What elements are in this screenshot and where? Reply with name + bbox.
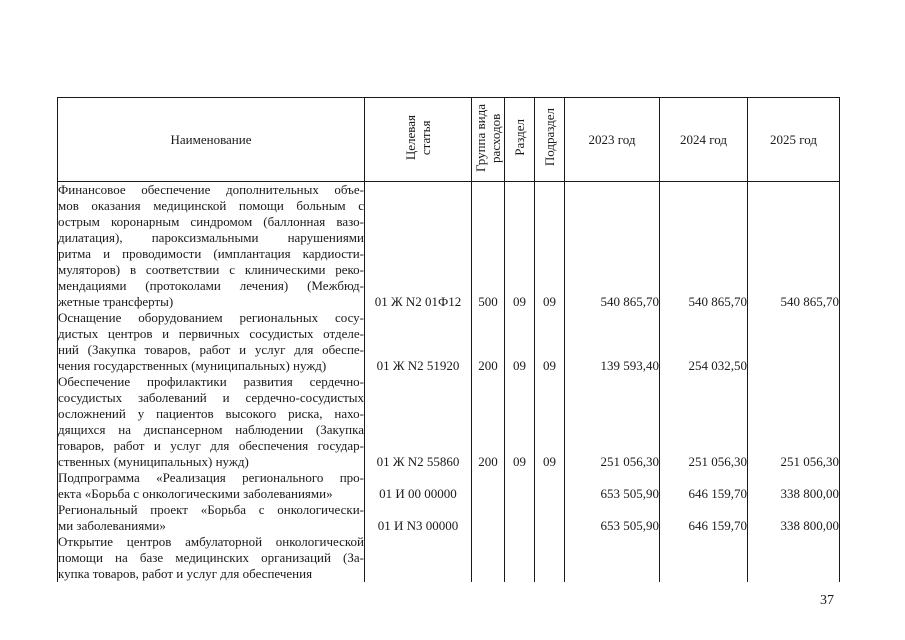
row-y2025 <box>748 534 840 582</box>
col-header-2025: 2025 год <box>748 98 840 182</box>
col-header-subsection: Подраздел <box>535 98 565 182</box>
row-target: 01 Ж N2 01Ф12 <box>365 182 472 311</box>
row-group: 500 <box>472 182 505 311</box>
row-name-line: Обеспечение профилактики развития сердечно- <box>58 374 364 389</box>
page-number: 37 <box>820 593 834 608</box>
table-row <box>58 182 840 311</box>
row-name <box>58 502 365 534</box>
row-name-line: осложнений у пациентов высокого риска, нахо- <box>58 406 364 421</box>
row-name-line: сосудистых заболеваний и сердечно-сосудистых <box>58 390 364 405</box>
row-name-line: жетные трансферты) <box>58 294 174 309</box>
row-target: 01 И 00 00000 <box>365 470 472 502</box>
row-y2025 <box>748 310 840 374</box>
row-group: 200 <box>472 310 505 374</box>
col-header-name: Наименование <box>58 98 365 182</box>
row-name-line: Оснащение оборудованием региональных сосу- <box>58 310 364 325</box>
row-name-line: ний (Закупка товаров, работ и услуг для обеспе- <box>58 342 364 357</box>
row-section: 09 <box>505 310 535 374</box>
table-row <box>58 310 840 374</box>
row-name-line: дистых центров и первичных сосудистых отделе- <box>58 326 364 341</box>
row-name-line: ритма и проводимости (имплантация кардиости- <box>58 246 364 261</box>
row-target: 01 Ж N2 51920 <box>365 310 472 374</box>
row-target: 01 И N3 00000 <box>365 502 472 534</box>
row-y2025: 540 865,70 <box>748 182 840 311</box>
row-y2024: 251 056,30 <box>660 374 748 470</box>
row-section <box>505 534 535 582</box>
row-target: 01 Ж N2 55860 <box>365 374 472 470</box>
row-subsection: 09 <box>535 374 565 470</box>
row-y2025: 251 056,30 <box>748 374 840 470</box>
row-name <box>58 182 365 311</box>
row-group <box>472 534 505 582</box>
row-name <box>58 310 365 374</box>
row-group: 200 <box>472 374 505 470</box>
table-row <box>58 534 840 582</box>
row-section <box>505 502 535 534</box>
row-subsection <box>535 534 565 582</box>
row-y2025: 338 800,00 <box>748 502 840 534</box>
table-row <box>58 374 840 470</box>
row-name-line: мендациями (протоколами лечения) (Межбюд- <box>58 278 364 293</box>
row-name-line: ми заболеваниями» <box>58 518 166 533</box>
col-header-2024: 2024 год <box>660 98 748 182</box>
row-y2024: 540 865,70 <box>660 182 748 311</box>
row-name <box>58 534 365 582</box>
table-row <box>58 470 840 502</box>
row-name <box>58 470 365 502</box>
row-name-line: муляторов) в соответствии с клиническими реко- <box>58 262 364 277</box>
row-name-line: мов оказания медицинской помощи больным с <box>58 198 364 213</box>
row-name-line: ственных (муниципальных) нужд) <box>58 454 249 469</box>
row-name-line: острым коронарным синдромом (баллонная вазо- <box>58 214 364 229</box>
row-name-line: купка товаров, работ и услуг для обеспечения <box>58 566 313 581</box>
row-section: 09 <box>505 374 535 470</box>
row-y2024 <box>660 534 748 582</box>
row-y2024: 646 159,70 <box>660 470 748 502</box>
col-header-section: Раздел <box>505 98 535 182</box>
row-name-line: Подпрограмма «Реализация регионального про- <box>58 470 364 485</box>
table-row <box>58 502 840 534</box>
row-name-line: Финансовое обеспечение дополнительных объе- <box>58 182 364 197</box>
row-y2023 <box>565 534 660 582</box>
row-target <box>365 534 472 582</box>
row-name-line: дилатация), пароксизмальными нарушениями <box>58 230 364 245</box>
row-subsection <box>535 502 565 534</box>
header-row <box>58 98 840 182</box>
row-group <box>472 470 505 502</box>
row-subsection: 09 <box>535 310 565 374</box>
row-name-line: дящихся на диспансерном наблюдении (Закупка <box>58 422 364 437</box>
row-name-line: чения государственных (муниципальных) нужд) <box>58 358 327 373</box>
row-group <box>472 502 505 534</box>
row-section <box>505 470 535 502</box>
row-y2023: 653 505,90 <box>565 502 660 534</box>
row-y2023: 139 593,40 <box>565 310 660 374</box>
col-header-group: Группа вида расходов <box>472 98 505 182</box>
row-y2023: 251 056,30 <box>565 374 660 470</box>
row-name-line: Региональный проект «Борьба с онкологически- <box>58 502 364 517</box>
row-name <box>58 374 365 470</box>
row-y2024: 254 032,50 <box>660 310 748 374</box>
row-name-line: помощи на базе медицинских организаций (За- <box>58 550 364 565</box>
row-name-line: товаров, работ и услуг для обеспечения государ- <box>58 438 364 453</box>
row-name-line: екта «Борьба с онкологическими заболеваниями» <box>58 486 333 501</box>
budget-table <box>57 97 840 582</box>
row-y2025: 338 800,00 <box>748 470 840 502</box>
row-y2024: 646 159,70 <box>660 502 748 534</box>
row-name-line: Открытие центров амбулаторной онкологической <box>58 534 364 549</box>
row-y2023: 540 865,70 <box>565 182 660 311</box>
row-subsection: 09 <box>535 182 565 311</box>
row-section: 09 <box>505 182 535 311</box>
col-header-2023: 2023 год <box>565 98 660 182</box>
row-y2023: 653 505,90 <box>565 470 660 502</box>
col-header-target: Целевая статья <box>365 98 472 182</box>
row-subsection <box>535 470 565 502</box>
